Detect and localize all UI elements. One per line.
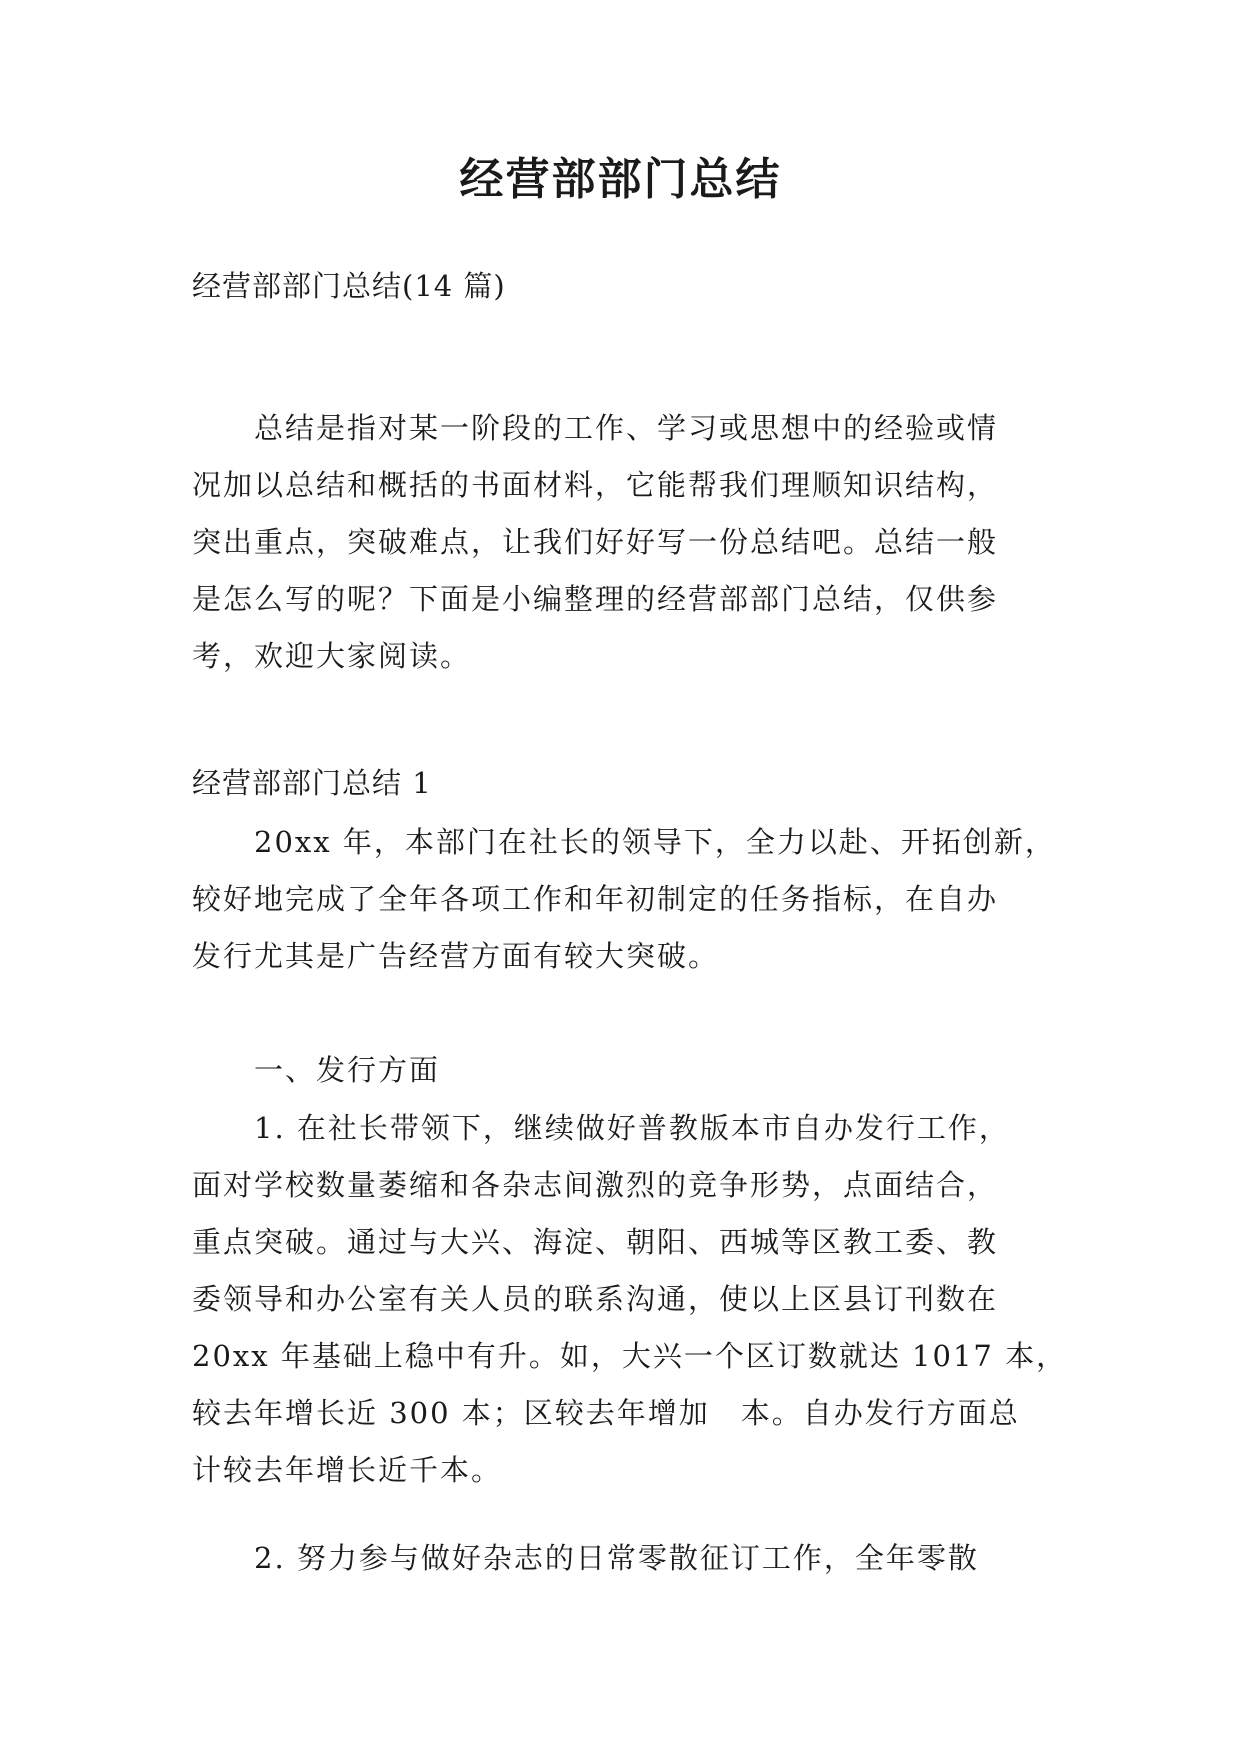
- paragraph-line: 面对学校数量萎缩和各杂志间激烈的竞争形势，点面结合，: [192, 1168, 999, 1202]
- paragraph-line: 较去年增长近 300 本；区较去年增加 本。自办发行方面总: [192, 1396, 1020, 1430]
- sub-heading-distribution: 一、发行方面: [192, 1053, 441, 1087]
- intro-line: 是怎么写的呢？下面是小编整理的经营部部门总结，仅供参: [192, 582, 999, 616]
- intro-line: 况加以总结和概括的书面材料，它能帮我们理顺知识结构，: [192, 468, 999, 502]
- document-title: 经营部部门总结: [459, 154, 782, 205]
- paragraph-line: 委领导和办公室有关人员的联系沟通，使以上区县订刊数在: [192, 1282, 999, 1316]
- section-1-paragraph: [192, 822, 1062, 993]
- paragraph-line: 1. 在社长带领下，继续做好普教版本市自办发行工作，: [192, 1111, 1010, 1145]
- paragraph-line: 发行尤其是广告经营方面有较大突破。: [192, 939, 720, 973]
- paragraph-line: 重点突破。通过与大兴、海淀、朝阳、西城等区教工委、教: [192, 1225, 999, 1259]
- paragraph-line: 20xx 年基础上稳中有升。如，大兴一个区订数就达 1017 本，: [192, 1339, 1068, 1373]
- item-1-paragraph: [192, 1108, 1068, 1507]
- section-heading: 经营部部门总结 1: [192, 766, 432, 800]
- intro-line: 总结是指对某一阶段的工作、学习或思想中的经验或情: [192, 411, 999, 445]
- intro-paragraph: [192, 408, 1062, 693]
- document-subtitle: 经营部部门总结(14 篇): [192, 269, 506, 303]
- item-2-paragraph: 2. 努力参与做好杂志的日常零散征订工作，全年零散: [192, 1541, 979, 1575]
- paragraph-line: 较好地完成了全年各项工作和年初制定的任务指标，在自办: [192, 882, 999, 916]
- paragraph-line: 计较去年增长近千本。: [192, 1453, 503, 1487]
- intro-line: 突出重点，突破难点，让我们好好写一份总结吧。总结一般: [192, 525, 999, 559]
- intro-line: 考，欢迎大家阅读。: [192, 639, 472, 673]
- paragraph-line: 20xx 年，本部门在社长的领导下，全力以赴、开拓创新，: [192, 825, 1056, 859]
